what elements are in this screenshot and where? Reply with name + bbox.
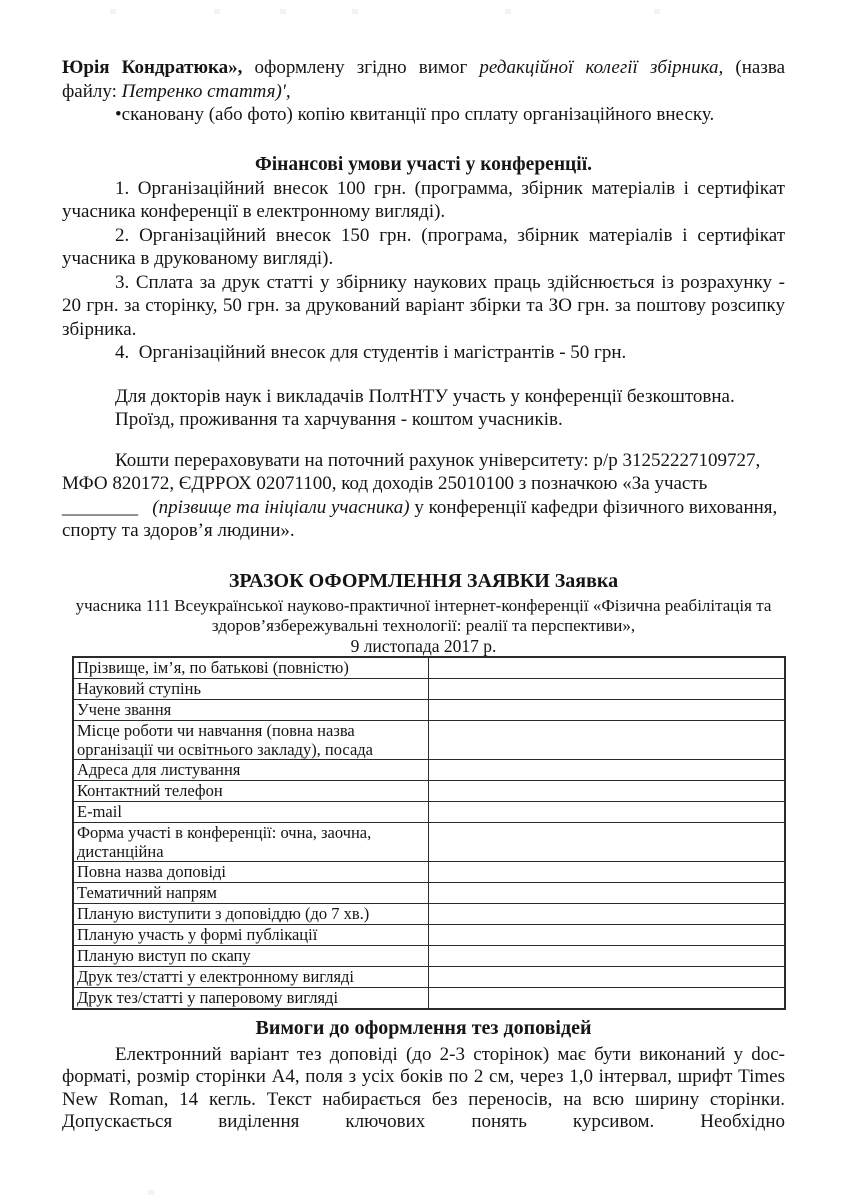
table-row: [73, 678, 785, 699]
finance-item-3: 3. Сплата за друк статті у збірнику наукових праць здійснюється із розрахунку - 20 грн. за сторінку, 50 грн. за друкований варіант збірки та ЗО грн. за поштову розсипку збірника.: [62, 271, 785, 340]
row-label-cell: Науковий ступінь: [73, 678, 429, 699]
table-row: [73, 861, 785, 882]
table-row: [73, 966, 785, 987]
payment-details-paragraph: [62, 449, 785, 543]
table-row: [73, 699, 785, 720]
row-label-cell: Повна назва доповіді: [73, 861, 429, 882]
row-value-cell: [429, 720, 786, 759]
row-label-cell: Адреса для листування: [73, 759, 429, 780]
table-row: [73, 924, 785, 945]
finance-item-4: 4. Організаційний внесок для студентів і магістрантів - 50 грн.: [115, 342, 627, 363]
row-value-cell: [429, 882, 786, 903]
application-sample-heading: ЗРАЗОК ОФОРМЛЕННЯ ЗАЯВКИ Заявка: [228, 569, 619, 592]
application-subtitle-line-2: здоров’язбережувальні технології: реалії та перспективи»,: [211, 615, 636, 635]
row-value-cell: [429, 657, 786, 679]
row-label-cell: Планую виступити з доповіддю (до 7 хв.): [73, 903, 429, 924]
payment-italic-text: (прізвище та ініціали учасника): [152, 496, 410, 518]
intro-italic-text-1: редакційної колегії збірника,: [479, 57, 724, 78]
row-value-cell: [429, 924, 786, 945]
row-label-cell: Місце роботи чи навчання (повна назва організації чи освітнього закладу), посада: [73, 720, 429, 759]
table-row: [73, 822, 785, 861]
row-value-cell: [429, 966, 786, 987]
table-row: [73, 720, 785, 759]
row-label-cell: Планую участь у формі публікації: [73, 924, 429, 945]
table-row: [73, 945, 785, 966]
row-value-cell: [429, 903, 786, 924]
row-label-cell: Контактний телефон: [73, 780, 429, 801]
table-row: [73, 801, 785, 822]
row-label-cell: Форма участі в конференції: очна, заочна, дистанційна: [73, 822, 429, 861]
payment-normal-text-2: у конференції кафедри фізичного виховання, спорту та здоров’я людини».: [62, 496, 778, 541]
finance-section-heading: Фінансові умови участі у конференції.: [255, 153, 592, 175]
application-subtitle-line-1: учасника 111 Всеукраїнської науково-практичної інтернет-конференції «Фізична реабілітація та: [75, 595, 772, 615]
finance-item-2: 2. Організаційний внесок 150 грн. (програма, збірник матеріалів і сертифікат учасника в друкованому вигляді).: [62, 224, 785, 269]
payment-normal-text-1: Кошти перераховувати на поточний рахунок університету: р/р 31252227109727, МФО 820172, ЄДРРОХ 02071100, код доходів 25010100 з позначкою «За участь ________: [62, 449, 761, 518]
intro-bullet-line: •скановану (або фото) копію квитанції про сплату організаційного внеску.: [115, 104, 715, 125]
row-value-cell: [429, 945, 786, 966]
fee-note-line-2: Проїзд, проживання та харчування - коштом учасників.: [115, 409, 563, 430]
row-label-cell: Прізвище, ім’я, по батькові (повністю): [73, 657, 429, 679]
table-row: [73, 780, 785, 801]
row-value-cell: [429, 822, 786, 861]
fee-exemption-note: [115, 385, 785, 432]
table-row: [73, 657, 785, 679]
requirements-heading: Вимоги до оформлення тез доповідей: [255, 1016, 592, 1039]
row-value-cell: [429, 861, 786, 882]
row-value-cell: [429, 759, 786, 780]
table-row: [73, 759, 785, 780]
table-row: [73, 987, 785, 1009]
row-label-cell: Друк тез/статті у електронному вигляді: [73, 966, 429, 987]
row-label-cell: E-mail: [73, 801, 429, 822]
row-value-cell: [429, 987, 786, 1009]
requirements-paragraph: Електронний варіант тез доповіді (до 2-3 сторінок) має бути виконаний у doc-форматі, розмір сторінки А4, поля з усіх боків по 2 см, через 1,0 інтервал, шрифт Times New Roman, 14 кегль. Текст набирається без переносів, на всю ширину сторінки. Допускається виділення ключових понять курсивом. Необхідно: [62, 1043, 785, 1132]
row-value-cell: [429, 780, 786, 801]
fee-note-line-1: Для докторів наук і викладачів ПолтНТУ участь у конференції безкоштовна.: [115, 385, 735, 407]
row-label-cell: Тематичний напрям: [73, 882, 429, 903]
intro-bold-text: Юрія Кондратюка»,: [62, 57, 243, 78]
intro-paragraph: [62, 56, 785, 103]
row-label-cell: Друк тез/статті у паперовому вигляді: [73, 987, 429, 1009]
row-label-cell: Учене звання: [73, 699, 429, 720]
row-value-cell: [429, 699, 786, 720]
table-row: [73, 903, 785, 924]
intro-italic-text-2: Петренко стаття)',: [121, 80, 291, 102]
intro-normal-text-2: (назва файлу:: [62, 57, 785, 102]
table-row: [73, 882, 785, 903]
intro-normal-text-1: оформлену згідно вимог: [242, 57, 480, 78]
row-value-cell: [429, 678, 786, 699]
application-form-table: [72, 656, 786, 1010]
row-label-cell: Планую виступ по скапу: [73, 945, 429, 966]
row-value-cell: [429, 801, 786, 822]
finance-item-1: 1. Організаційний внесок 100 грн. (программа, збірник матеріалів і сертифікат учасника конференції в електронному вигляді).: [62, 177, 785, 222]
conference-date-line: 9 листопада 2017 р.: [350, 635, 497, 656]
